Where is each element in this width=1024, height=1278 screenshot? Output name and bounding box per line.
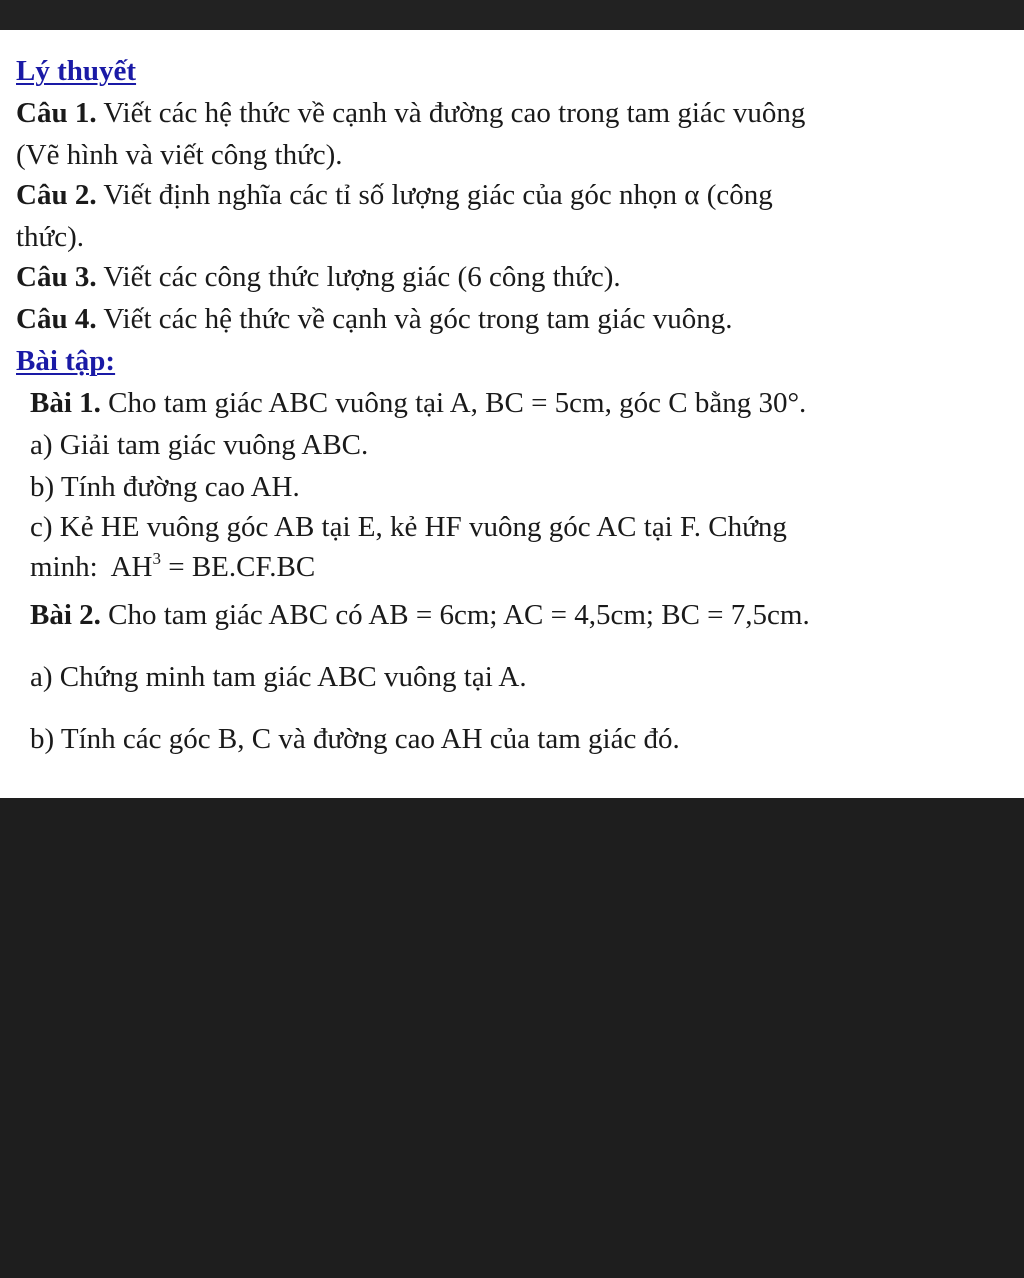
exercise-2 [30, 598, 810, 632]
question-1-text: Viết các hệ thức về cạnh và đường cao trong tam giác vuông [103, 97, 806, 129]
question-4-label: Câu 4. [16, 303, 97, 335]
document-page [0, 30, 1024, 798]
question-2-text: Viết định nghĩa các tỉ số lượng giác của góc nhọn α (công [103, 179, 773, 211]
question-4-text: Viết các hệ thức về cạnh và góc trong tam giác vuông. [103, 303, 733, 335]
question-3 [16, 260, 621, 294]
question-1-label: Câu 1. [16, 97, 97, 129]
exercise-1-part-c-formula [30, 550, 315, 584]
exercise-2-part-b: b) Tính các góc B, C và đường cao AH của tam giác đó. [30, 723, 680, 755]
theory-heading: Lý thuyết [16, 55, 137, 87]
top-bar [0, 0, 1024, 30]
exercise-2-label: Bài 2. [30, 599, 101, 631]
exercise-2-text: Cho tam giác ABC có AB = 6cm; AC = 4,5cm; BC = 7,5cm. [108, 599, 810, 631]
question-1 [16, 96, 805, 130]
question-4 [16, 302, 733, 336]
question-3-label: Câu 3. [16, 261, 97, 293]
exercise-1-part-b: b) Tính đường cao AH. [30, 471, 300, 503]
exercise-1-part-a: a) Giải tam giác vuông ABC. [30, 429, 369, 461]
exercises-heading: Bài tập: [16, 345, 116, 377]
question-1-continued: (Vẽ hình và viết công thức). [16, 139, 343, 171]
exercise-1-text: Cho tam giác ABC vuông tại A, BC = 5cm, góc C bằng 30°. [108, 387, 807, 419]
question-3-text: Viết các công thức lượng giác (6 công thức). [103, 261, 621, 293]
formula-prefix: minh: [30, 551, 98, 583]
question-2-label: Câu 2. [16, 179, 97, 211]
exercise-1 [30, 386, 806, 420]
formula-rhs: = BE.CF.BC [168, 551, 316, 583]
question-2-continued: thức). [16, 221, 85, 253]
exercise-1-part-c: c) Kẻ HE vuông góc AB tại E, kẻ HF vuông góc AC tại F. Chứng [30, 511, 787, 543]
exercise-1-label: Bài 1. [30, 387, 101, 419]
exercise-2-part-a: a) Chứng minh tam giác ABC vuông tại A. [30, 661, 527, 693]
formula-exponent: 3 [152, 549, 161, 568]
question-2 [16, 178, 773, 212]
formula-lhs: AH [110, 551, 153, 583]
